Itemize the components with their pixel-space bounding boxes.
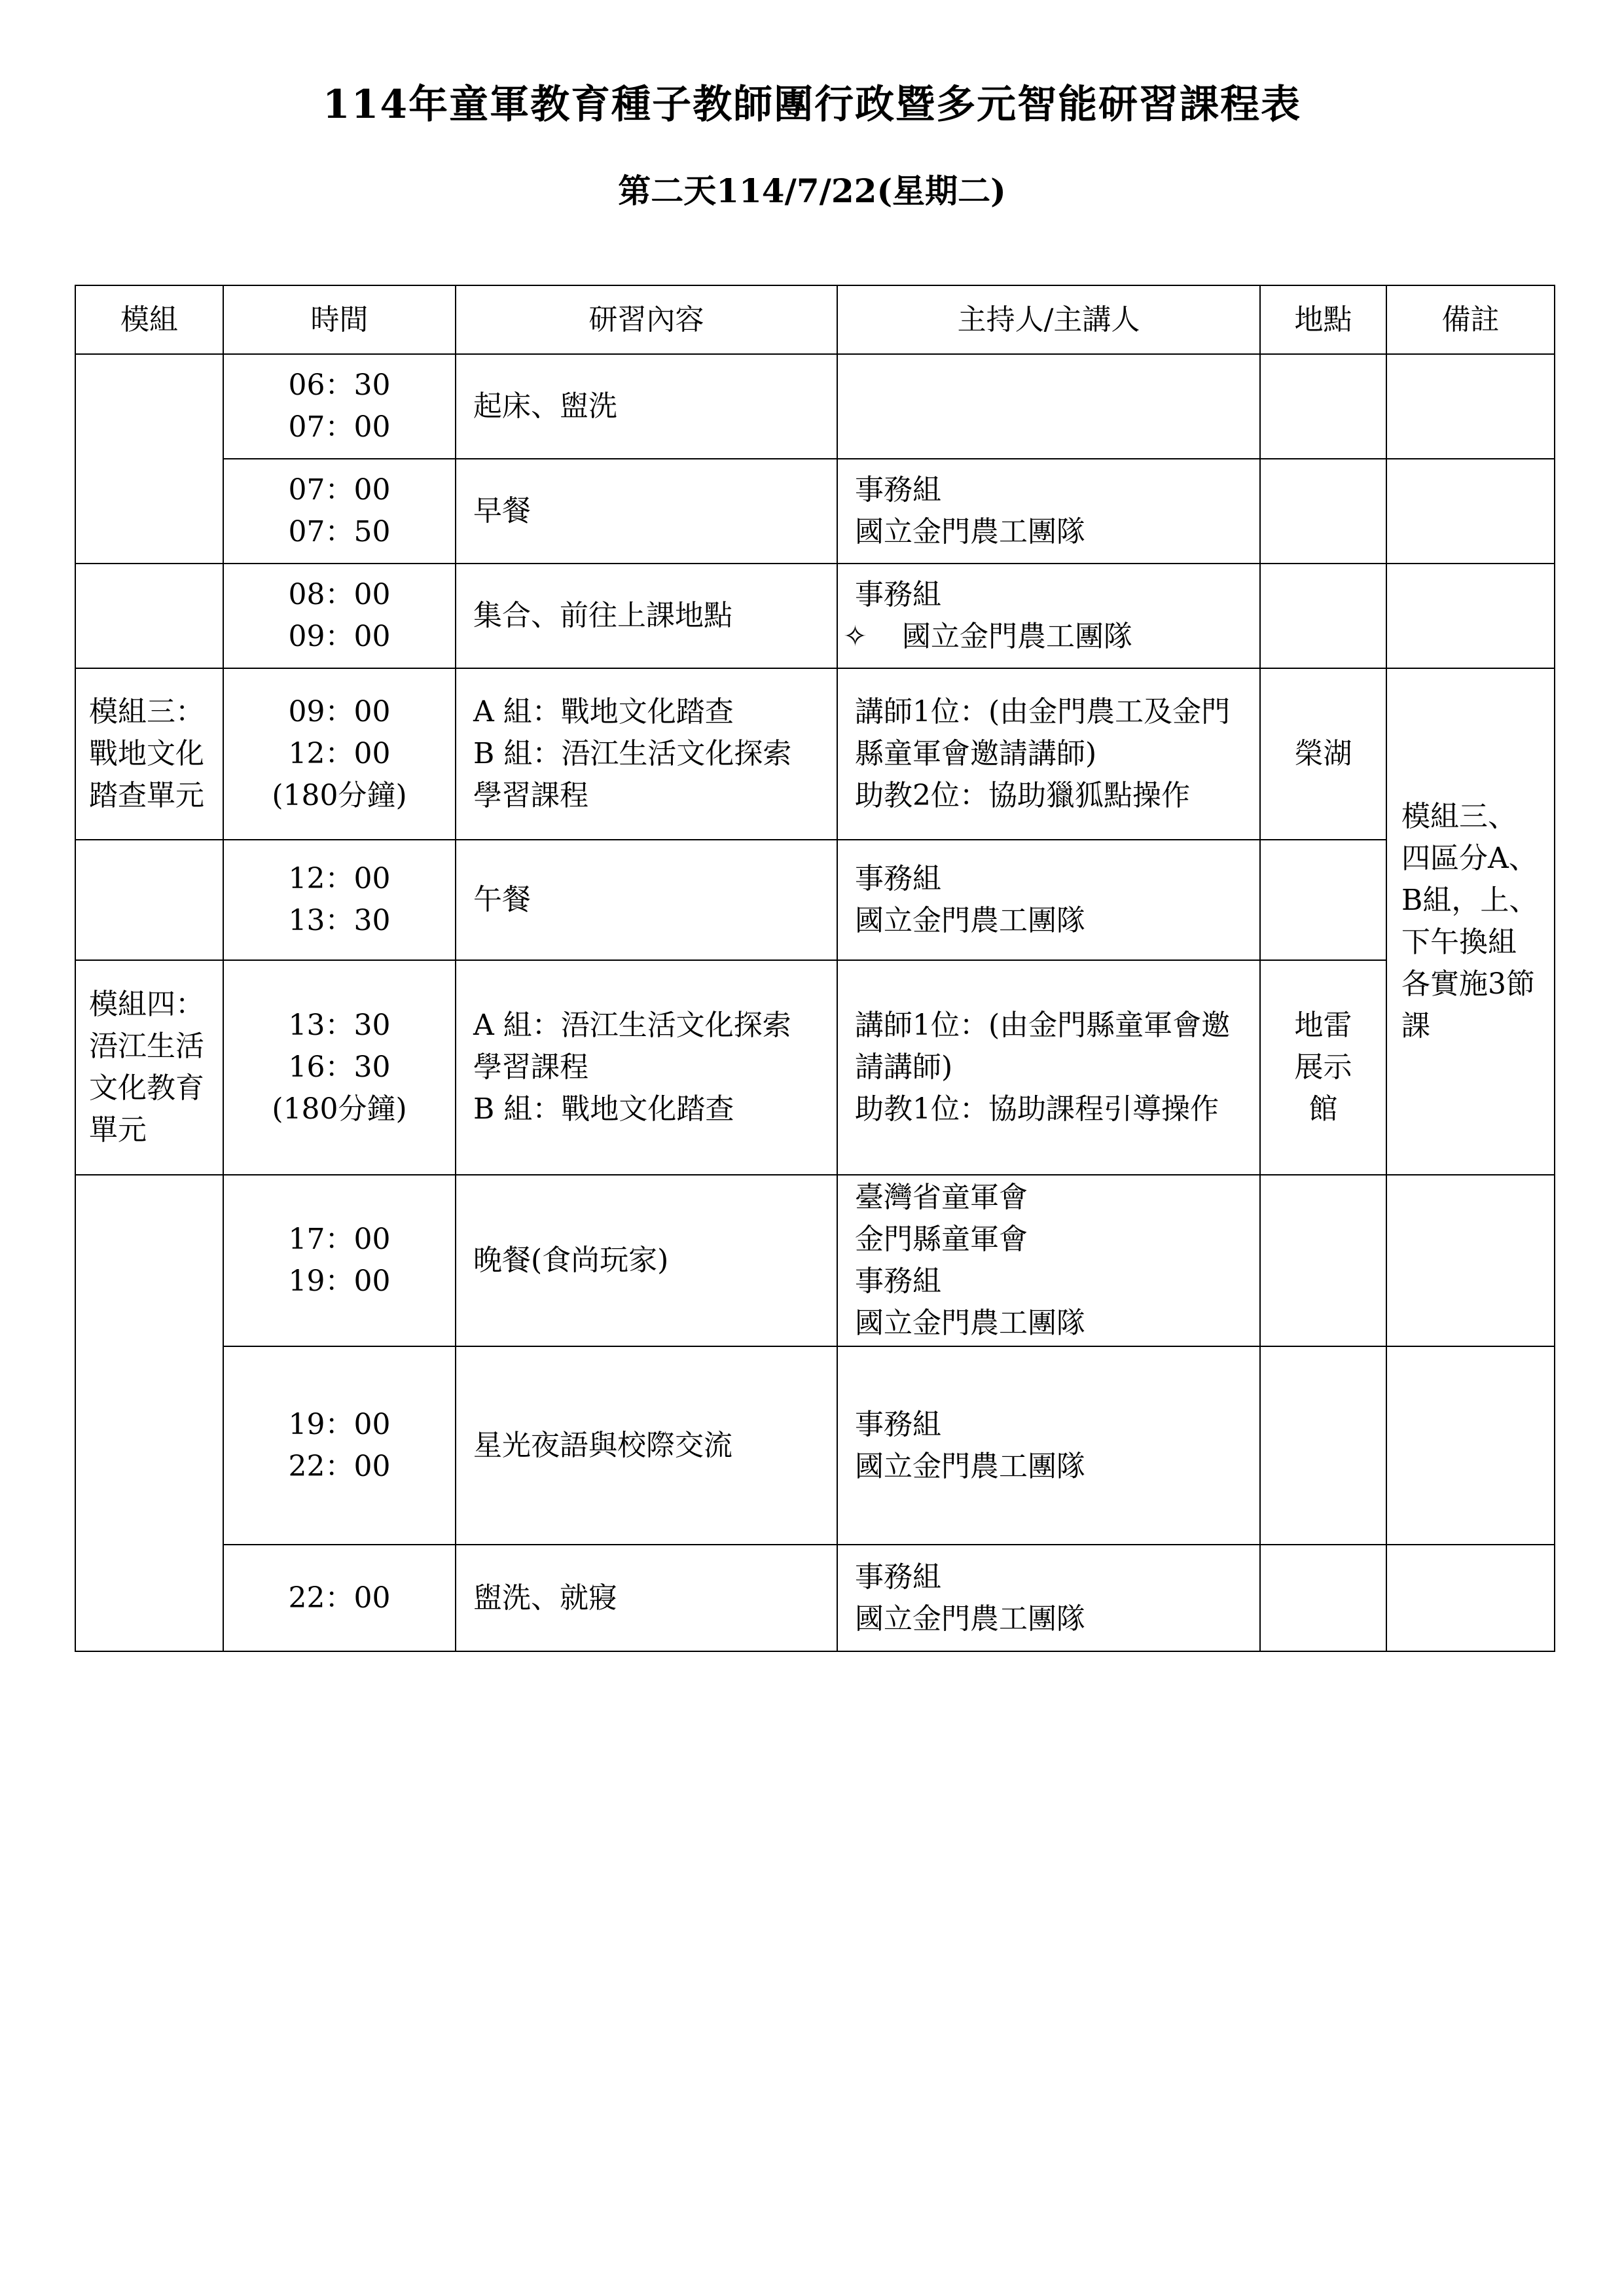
table-row [75, 1175, 1555, 1346]
content-cell [456, 564, 837, 668]
module-cell [75, 1175, 223, 1651]
note-cell [1386, 1545, 1555, 1651]
host-line: 助教1位：協助課程引導操作 [855, 1092, 1219, 1126]
host-line: 助教2位：協助獵狐點操作 [855, 779, 1190, 812]
module-cell: 模組三：戰地文化踏查單元 [75, 668, 223, 840]
host-line: 臺灣省童軍會 [855, 1181, 1028, 1214]
header-module: 模組 [75, 285, 223, 354]
module-cell [75, 564, 223, 668]
content-cell [456, 1175, 837, 1346]
host-line: 國立金門農工團隊 [855, 1602, 1085, 1636]
host-line: 事務組 [855, 862, 941, 895]
note-cell [1386, 1175, 1555, 1346]
time-start: 17：00 [288, 1223, 391, 1256]
time-end: 22：00 [288, 1449, 391, 1483]
header-content: 研習內容 [456, 285, 837, 354]
time-cell [223, 840, 456, 960]
place-cell [1260, 354, 1386, 459]
time-cell [223, 668, 456, 840]
time-end: 16：30 [288, 1050, 391, 1084]
content-cell [456, 668, 837, 840]
host-cell [837, 1545, 1260, 1651]
place-cell [1260, 564, 1386, 668]
content-text: 集合、前往上課地點 [473, 599, 732, 632]
content-text: 起床、盥洗 [473, 389, 617, 423]
host-line: 事務組 [855, 578, 941, 611]
time-start: 13：30 [288, 1009, 391, 1042]
time-start: 22：00 [288, 1581, 391, 1615]
note-cell [1386, 354, 1555, 459]
host-line: 事務組 [855, 1265, 941, 1298]
host-line: 國立金門農工團隊 [902, 620, 1132, 653]
host-line: 事務組 [855, 473, 941, 507]
content-text: 午餐 [473, 883, 531, 916]
time-cell [223, 1346, 456, 1545]
time-end: 19：00 [288, 1265, 391, 1298]
host-cell [837, 564, 1260, 668]
module-cell: 模組四：浯江生活文化教育單元 [75, 960, 223, 1175]
place-cell: 地雷展示館 [1260, 960, 1386, 1175]
time-end: 07：50 [288, 515, 391, 548]
host-line: 國立金門農工團隊 [855, 1449, 1085, 1483]
place-cell [1260, 840, 1386, 960]
content-cell [456, 354, 837, 459]
note-cell [1386, 1346, 1555, 1545]
host-line: 講師1位：(由金門縣童軍會邀請講師) [855, 1009, 1231, 1084]
sparkle-icon: ✧ [843, 620, 867, 653]
time-start: 06：30 [288, 368, 391, 402]
table-header-row [75, 285, 1555, 354]
host-line: 國立金門農工團隊 [855, 515, 1085, 548]
header-host: 主持人/主講人 [837, 285, 1260, 354]
host-line: 國立金門農工團隊 [855, 1306, 1085, 1340]
content-cell [456, 1545, 837, 1651]
header-time: 時間 [223, 285, 456, 354]
table-row [75, 354, 1555, 459]
table-row [75, 840, 1555, 960]
table-row [75, 960, 1555, 1175]
time-cell [223, 1175, 456, 1346]
host-cell [837, 354, 1260, 459]
content-cell [456, 960, 837, 1175]
time-start: 08：00 [288, 578, 391, 611]
time-start: 07：00 [288, 473, 391, 507]
content-cell [456, 840, 837, 960]
host-cell [837, 668, 1260, 840]
time-duration: (180分鐘) [272, 779, 407, 812]
content-cell [456, 459, 837, 564]
time-cell [223, 1545, 456, 1651]
schedule-table [75, 285, 1555, 1652]
content-text: 星光夜語與校際交流 [473, 1428, 732, 1462]
time-cell [223, 564, 456, 668]
host-line: 金門縣童軍會 [855, 1223, 1028, 1256]
place-cell [1260, 459, 1386, 564]
time-end: 12：00 [288, 737, 391, 770]
content-text: 早餐 [473, 494, 531, 528]
content-text: A 組：戰地文化踏查 [473, 695, 734, 728]
table-row [75, 459, 1555, 564]
host-cell [837, 1175, 1260, 1346]
host-line: 事務組 [855, 1560, 941, 1594]
note-cell: 模組三、四區分A、B組，上、下午換組各實施3節課 [1386, 668, 1555, 1175]
table-row [75, 1346, 1555, 1545]
content-cell [456, 1346, 837, 1545]
time-cell [223, 960, 456, 1175]
host-cell [837, 1346, 1260, 1545]
place-cell [1260, 1346, 1386, 1545]
place-cell: 榮湖 [1260, 668, 1386, 840]
time-start: 12：00 [288, 862, 391, 895]
host-cell [837, 840, 1260, 960]
host-cell [837, 459, 1260, 564]
content-text: 晚餐(食尚玩家) [473, 1244, 669, 1277]
time-start: 19：00 [288, 1407, 391, 1441]
place-cell [1260, 1175, 1386, 1346]
header-place: 地點 [1260, 285, 1386, 354]
time-start: 09：00 [288, 695, 391, 728]
host-line: 國立金門農工團隊 [855, 904, 1085, 937]
host-line-with-icon [843, 616, 1242, 658]
table-row [75, 668, 1555, 840]
time-cell [223, 459, 456, 564]
note-cell [1386, 564, 1555, 668]
host-cell [837, 960, 1260, 1175]
time-end: 13：30 [288, 904, 391, 937]
content-text: 盥洗、就寢 [473, 1581, 617, 1615]
page-title: 114年童軍教育種子教師團行政暨多元智能研習課程表 [322, 82, 1302, 128]
time-end: 09：00 [288, 620, 391, 653]
place-cell [1260, 1545, 1386, 1651]
module-cell [75, 840, 223, 960]
time-duration: (180分鐘) [272, 1092, 407, 1126]
header-note: 備註 [1386, 285, 1555, 354]
note-cell [1386, 459, 1555, 564]
host-line: 事務組 [855, 1407, 941, 1441]
content-text: A 組：浯江生活文化探索學習課程 [473, 1009, 791, 1084]
module-cell [75, 354, 223, 564]
time-cell [223, 354, 456, 459]
content-text: B 組：浯江生活文化探索學習課程 [473, 737, 792, 812]
table-row [75, 564, 1555, 668]
host-line: 講師1位：(由金門農工及金門縣童軍會邀請講師) [855, 695, 1231, 770]
page-subtitle: 第二天114/7/22(星期二) [618, 171, 1006, 210]
time-end: 07：00 [288, 410, 391, 444]
table-row [75, 1545, 1555, 1651]
content-text: B 組：戰地文化踏查 [473, 1092, 734, 1126]
